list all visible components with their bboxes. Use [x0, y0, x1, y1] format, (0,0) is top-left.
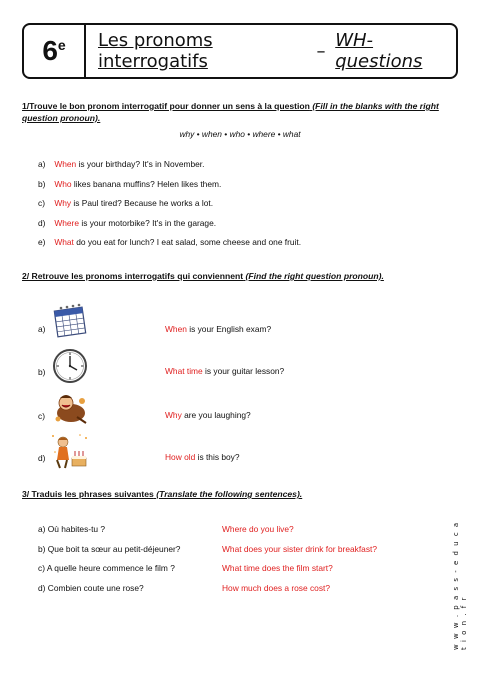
exercise1-item: d) Where is your motorbike? It's in the garage.	[38, 218, 217, 228]
exercise1-item: c) Why is Paul tired? Because he works a lot.	[38, 198, 214, 208]
answer: Who	[54, 179, 72, 189]
title-english: WH- questions	[335, 30, 423, 72]
section1-title: 1/Trouve le bon pronom interrogatif pour donner un sens à la question (Fill in the blanks with the right question pronoun).	[22, 101, 439, 123]
exercise3-question: d) Combien coute une rose?	[38, 583, 144, 593]
exercise2-item: When is your English exam?	[165, 324, 272, 334]
calendar-icon	[50, 303, 90, 341]
grade-level: 6 $^e$	[24, 25, 86, 77]
exercise3-answer: How much does a rose cost?	[222, 583, 330, 593]
exercise2-item: Why are you laughing?	[165, 410, 251, 420]
section3-title: 3/ Traduis les phrases suivantes (Translate the following sentences).	[22, 489, 303, 499]
answer: How old	[165, 452, 196, 462]
exercise1-item: e) What do you eat for lunch? I eat salad, some cheese and one fruit.	[38, 237, 302, 247]
clock-icon	[50, 347, 90, 385]
website-sidebar: w w w . p a s s - e d u c a t i o n . f r	[452, 521, 468, 650]
exercise3-question: b) Que boit ta sœur au petit-déjeuner?	[38, 544, 181, 554]
answer: Why	[165, 410, 182, 420]
exercise1-item: a) When is your birthday? It's in November.	[38, 159, 205, 169]
exercise3-question: c) A quelle heure commence le film ?	[38, 563, 175, 573]
exercise2-item: How old is this boy?	[165, 452, 240, 462]
answer: Why	[54, 198, 72, 208]
birthday-boy-icon	[50, 432, 90, 470]
answer: Where	[54, 218, 79, 228]
answer: What	[54, 237, 74, 247]
word-bank: why • when • who • where • what	[179, 129, 301, 139]
answer: When	[54, 159, 77, 169]
exercise2-item: What time is your guitar lesson?	[165, 366, 285, 376]
worksheet-title: Les pronoms interrogatifs – WH- questions	[86, 25, 456, 77]
exercise3-question: a) Où habites-tu ?	[38, 524, 106, 534]
section2-title: 2/ Retrouve les pronoms interrogatifs qui conviennent (Find the right question pronoun).	[22, 271, 384, 281]
exercise3-answer: What does your sister drink for breakfast?	[222, 544, 378, 554]
title-french: Les pronoms interrogatifs	[98, 30, 213, 72]
exercise1-item: b) Who likes banana muffins? Helen likes them.	[38, 179, 222, 189]
answer: When	[165, 324, 187, 334]
exercise3-answer: Where do you live?	[222, 524, 294, 534]
exercise3-answer: What time does the film start?	[222, 563, 333, 573]
laughing-icon	[50, 389, 90, 427]
worksheet-header	[22, 23, 458, 79]
answer: What time	[165, 366, 203, 376]
